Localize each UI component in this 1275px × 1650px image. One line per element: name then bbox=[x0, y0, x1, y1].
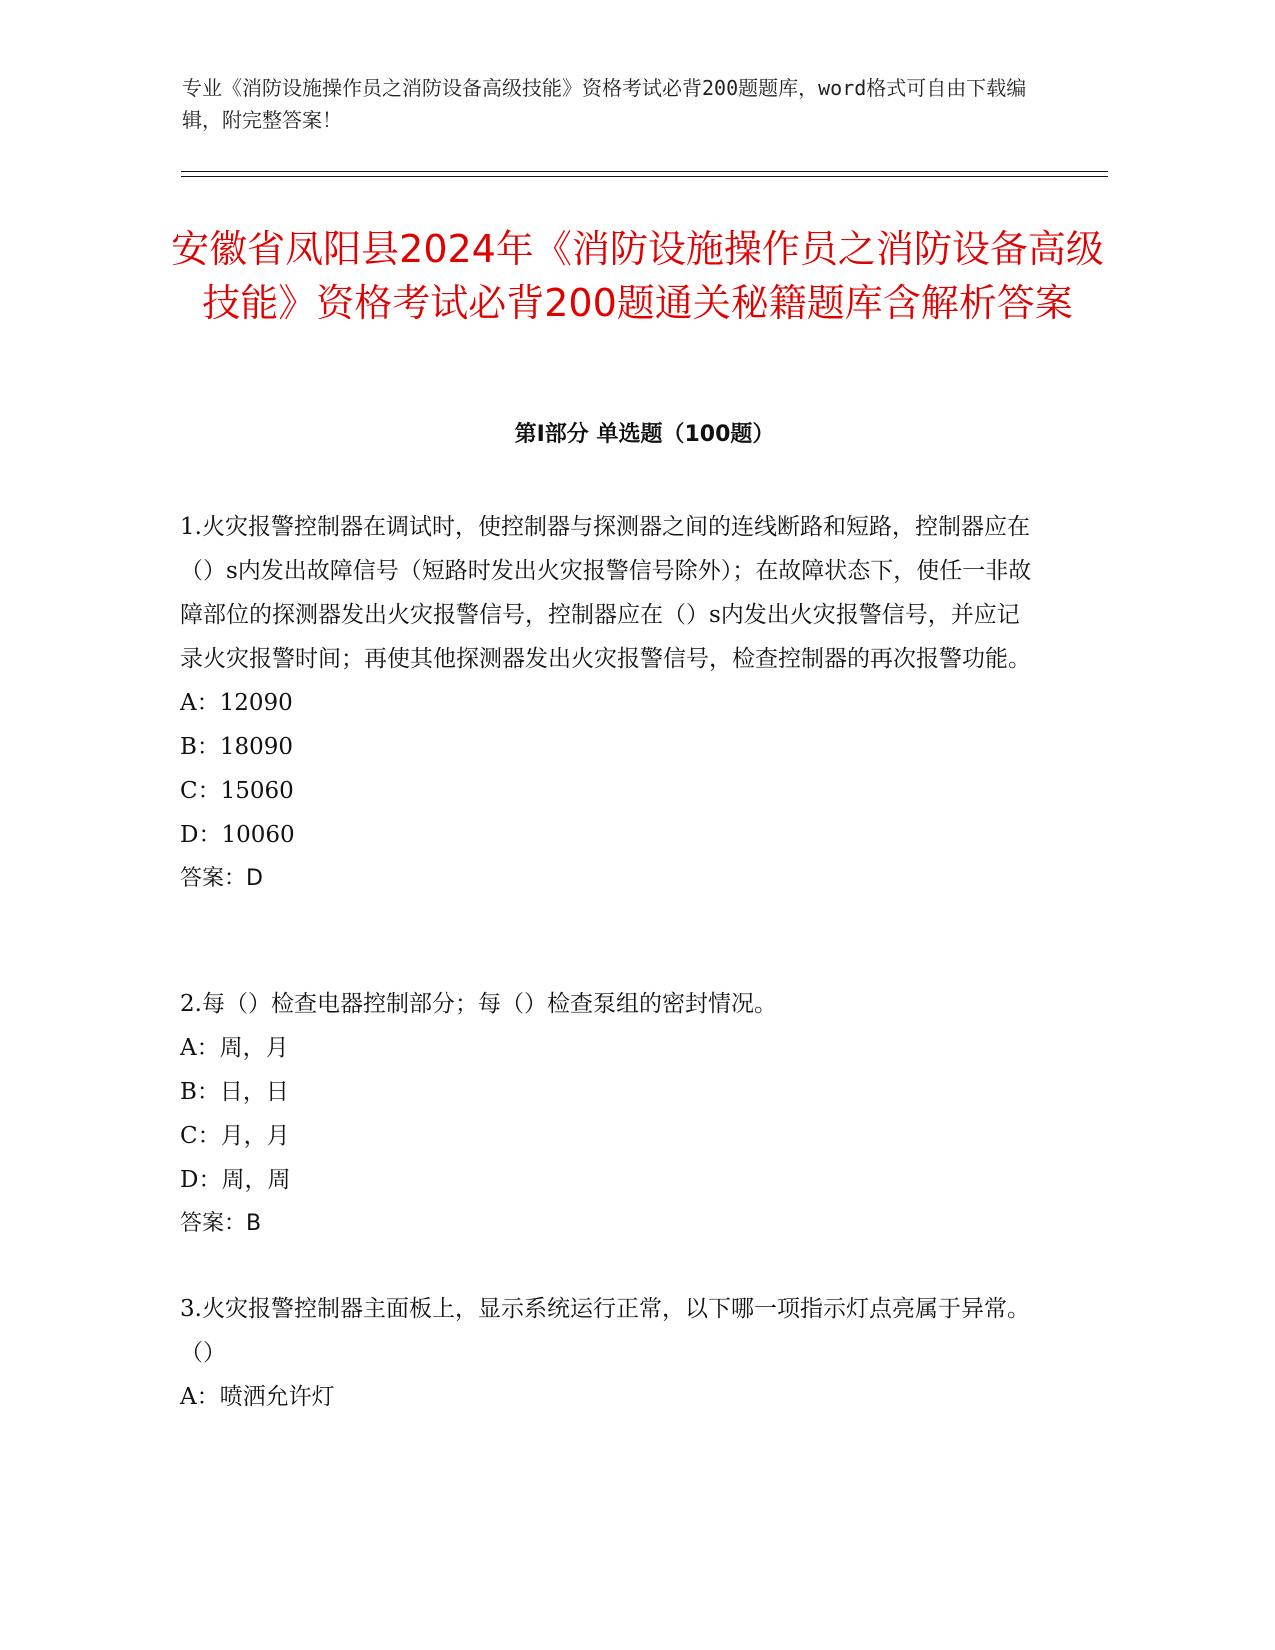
section-title: 第Ⅰ部分 单选题（100题） bbox=[514, 422, 775, 447]
question-stem: 1.火灾报警控制器在调试时，使控制器与探测器之间的连线断路和短路，控制器应在（）s内发出故障信号（短路时发出火灾报警信号除外）；在故障状态下，使任一非故障部位的探测器发出火灾报警信号，控制器应在（）s内发出火灾报警信号，并应记录火灾报警时间；再使其他探测器发出火灾报警信号，检查控制器的再次报警功能。 bbox=[180, 514, 1032, 672]
header-note: 专业《消防设施操作员之消防设备高级技能》资格考试必背200题题库，word格式可自由下载编辑，附完整答案！ bbox=[182, 76, 1027, 132]
header-divider-top bbox=[181, 171, 1108, 172]
option-a: A：12090 bbox=[180, 690, 293, 716]
option-a: A：周，月 bbox=[180, 1035, 289, 1061]
option-a: A：喷洒允许灯 bbox=[180, 1384, 335, 1410]
option-d: D：周，周 bbox=[180, 1167, 291, 1193]
question-stem: 2.每（）检查电器控制部分；每（）检查泵组的密封情况。 bbox=[180, 991, 777, 1017]
question-stem: 3.火灾报警控制器主面板上，显示系统运行正常，以下哪一项指示灯点亮属于异常。（） bbox=[180, 1296, 1030, 1366]
header-divider-bottom bbox=[181, 176, 1108, 177]
option-b: B：日，日 bbox=[180, 1079, 289, 1105]
question-2 bbox=[180, 982, 1040, 1246]
answer: 答案：D bbox=[180, 866, 263, 891]
option-b: B：18090 bbox=[180, 734, 294, 760]
option-c: C：15060 bbox=[180, 778, 294, 804]
option-d: D：10060 bbox=[180, 822, 295, 848]
question-3 bbox=[180, 1287, 1040, 1419]
question-1 bbox=[180, 505, 1040, 901]
answer: 答案：B bbox=[180, 1211, 262, 1236]
option-c: C：月，月 bbox=[180, 1123, 290, 1149]
document-title: 安徽省凤阳县2024年《消防设施操作员之消防设备高级技能》资格考试必背200题通关秘籍题库含解析答案 bbox=[171, 227, 1104, 325]
